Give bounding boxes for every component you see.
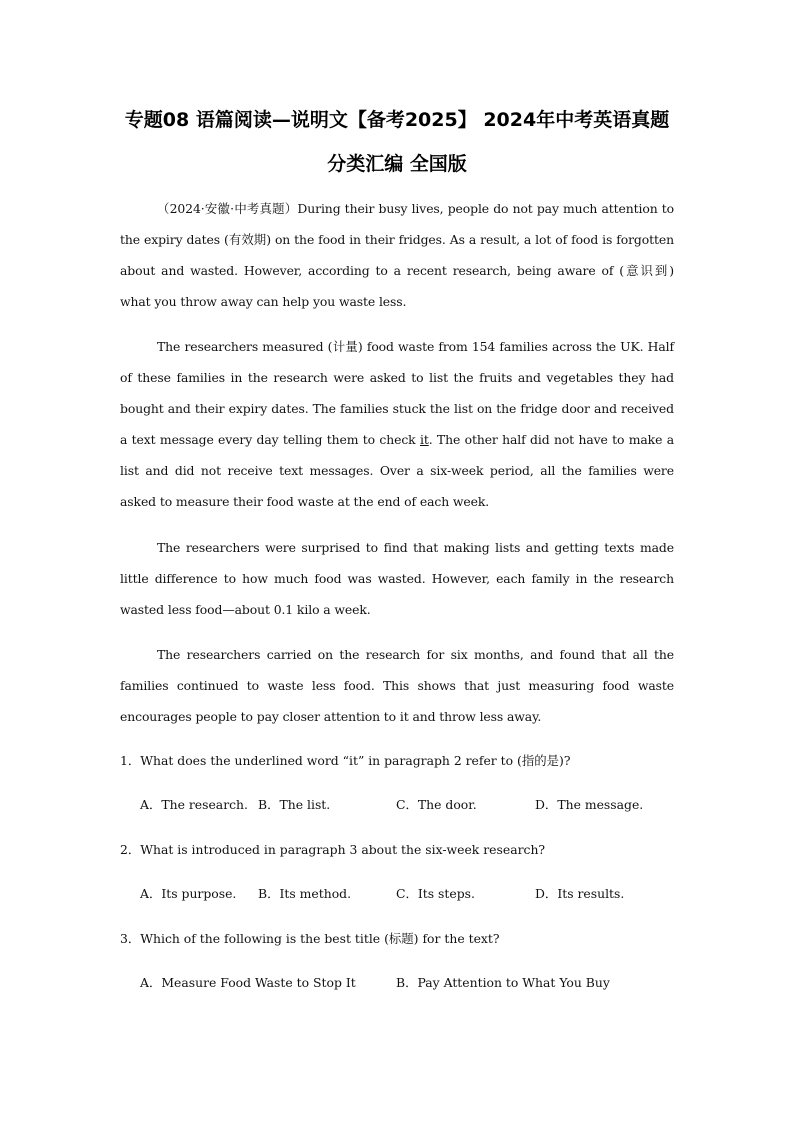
document-title xyxy=(110,98,684,186)
passage-paragraph-3: The researchers were surprised to find that making lists and getting texts made little difference to how much food was wasted. However, each family in the research wasted less food—about 0.1 kilo a week. xyxy=(120,540,674,617)
question-3: 3．Which of the following is the best title (标题) for the text? xyxy=(120,931,500,946)
q1-option-d: D．The message. xyxy=(535,797,644,812)
paragraph-2-part-a: The researchers measured (计量) food waste from 154 families across the UK. Half of these families in the research were asked to list the fruits and vegetables they had bought and their expiry dates. The families stuck the list on the fridge door and received a text message every day telling them to check xyxy=(120,339,674,447)
q2-option-b: B．Its method. xyxy=(258,886,352,901)
q2-option-c: C．Its steps. xyxy=(396,886,475,901)
q3-option-b: B．Pay Attention to What You Buy xyxy=(396,975,610,990)
underlined-word-it: it xyxy=(419,432,429,447)
passage-paragraph-2 xyxy=(120,331,674,517)
q2-option-d: D．Its results. xyxy=(535,886,625,901)
question-1-options xyxy=(140,796,680,814)
q1-option-b: B．The list. xyxy=(258,797,331,812)
q2-option-a: A．Its purpose. xyxy=(140,886,237,901)
passage-paragraph-1: （2024·安徽·中考真题）During their busy lives, people do not pay much attention to the expiry dates (有效期) on the food in their fridges. As a result, a lot of food is forgotten about and wasted. However, according to a recent research, being aware of (意识到) what you throw away can help you waste less. xyxy=(120,201,674,309)
q1-option-c: C．The door. xyxy=(396,797,477,812)
passage-paragraph-4: The researchers carried on the research for six months, and found that all the families continued to waste less food. This shows that just measuring food waste encourages people to pay closer attention to it and throw less away. xyxy=(120,647,674,724)
question-3-options xyxy=(140,974,680,992)
paragraph-2-part-b: . The other half did not have to make a list and did not receive text messages. Over a six-week period, all the families were asked to measure their food waste at the end of each week. xyxy=(120,432,674,509)
question-2: 2．What is introduced in paragraph 3 about the six-week research? xyxy=(120,842,546,857)
q3-option-a: A．Measure Food Waste to Stop It xyxy=(140,975,356,990)
title-line-2: 分类汇编 全国版 xyxy=(327,153,467,175)
q1-option-a: A．The research. xyxy=(140,797,248,812)
question-1: 1．What does the underlined word “it” in paragraph 2 refer to (指的是)? xyxy=(120,753,571,768)
question-2-options xyxy=(140,885,680,903)
title-line-1: 专题08 语篇阅读—说明文【备考2025】 2024年中考英语真题 xyxy=(124,109,670,131)
